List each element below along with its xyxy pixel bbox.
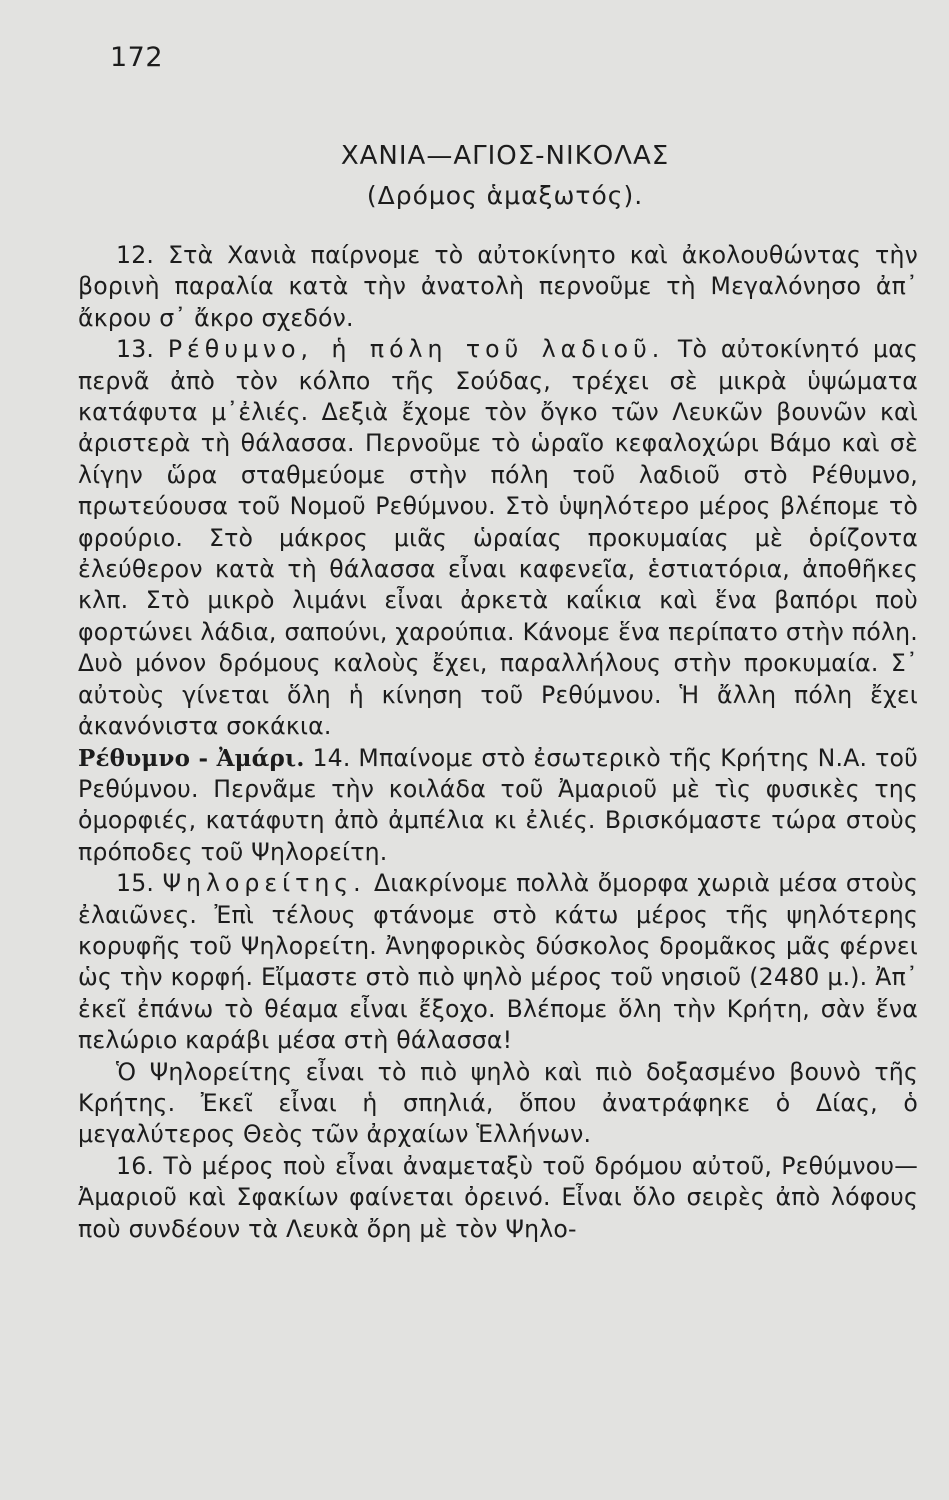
paragraph-13-number: 13. xyxy=(116,335,155,364)
page-number: 172 xyxy=(110,42,164,73)
paragraph-15-heading: Ψηλορείτης. xyxy=(162,869,366,898)
paragraph-15-text: Διακρίνομε πολλὰ ὄμορφα χωριὰ μέσα στοὺς ἐλαιῶνες. Ἐπὶ τέλους φτάνομε στὸ κάτω μέρος τῆς ψηλότερης κορυφῆς τοῦ Ψηλορείτη. Ἀνηφορικὸς δύσκολος δρομᾶκος μᾶς φέρνει ὡς τὴν κορφή. Εἴμαστε στὸ πιὸ ψηλὸ μέρος τοῦ νησιοῦ (2480 μ.). Ἀπ᾿ ἐκεῖ ἐπάνω τὸ θέαμα εἶναι ἔξοχο. Βλέπομε ὅλη τὴν Κρήτη, σὰν ἕνα πελώριο καράβι μέσα στὴ θάλασσα! xyxy=(78,869,919,1055)
paragraph-14-heading: Ρέθυμνο - Ἀμάρι. xyxy=(78,744,305,772)
paragraph-15-number: 15. xyxy=(116,869,155,898)
paragraph-12-text: 12. Στὰ Χανιὰ παίρνομε τὸ αὐτοκίνητο καὶ ἀκολουθώντας τὴν βορινὴ παραλία κατὰ τὴν ἀνατολὴ περνοῦμε τὴ Μεγαλόνησο ἀπ᾿ ἄκρου σ᾿ ἄκρο σχεδόν. xyxy=(78,241,918,332)
body-text xyxy=(78,240,918,1245)
page-subtitle: (Δρόμος ἁμαξωτός). xyxy=(366,181,644,210)
paragraph-14 xyxy=(78,743,918,869)
paragraph-16-text: 16. Τὸ μέρος ποὺ εἶναι ἀναμεταξὺ τοῦ δρόμου αὐτοῦ, Ρεθύμνου—Ἀμαριοῦ καὶ Σφακίων φαίνεται ὀρεινό. Εἶναι ὅλο σειρὲς ἀπὸ λόφους ποὺ συνδέουν τὰ Λευκὰ ὄρη μὲ τὸν Ψηλο- xyxy=(78,1151,918,1243)
page-title: ΧΑΝΙΑ—ΑΓΙΟΣ-ΝΙΚΟΛΑΣ xyxy=(340,141,670,171)
paragraph-15b-text: Ὁ Ψηλορείτης εἶναι τὸ πιὸ ψηλὸ καὶ πιὸ δοξασμένο βουνὸ τῆς Κρήτης. Ἐκεῖ εἶναι ἡ σπηλιά, ὅπου ἀνατράφηκε ὁ Δίας, ὁ μεγαλύτερος Θεὸς τῶν ἀρχαίων Ἑλλήνων. xyxy=(78,1057,918,1149)
title-block xyxy=(80,138,930,214)
paragraph-13-heading: Ρέθυμνο, ἡ πόλη τοῦ λαδιοῦ. xyxy=(167,335,665,364)
paragraph-12 xyxy=(78,240,918,334)
paragraph-14-text: 14. Μπαίνομε στὸ ἐσωτερικὸ τῆς Κρήτης Ν.Α. τοῦ Ρεθύμνου. Περνᾶμε τὴν κοιλάδα τοῦ Ἀμαριοῦ μὲ τὶς φυσικὲς της ὀμορφιές, κατάφυτη ἀπὸ ἀμπέλια κι ἐλιές. Βρισκόμαστε τώρα στοὺς πρόποδες τοῦ Ψηλορείτη. xyxy=(78,743,918,866)
paragraph-13 xyxy=(78,334,918,742)
paragraph-15b xyxy=(78,1057,918,1151)
paragraph-13-text: Τὸ αὐτοκίνητό μας περνᾶ ἀπὸ τὸν κόλπο τῆς Σούδας, τρέχει σὲ μικρὰ ὑψώματα κατάφυτα μ᾿ἐλιές. Δεξιὰ ἔχομε τὸν ὄγκο τῶν Λευκῶν βουνῶν καὶ ἀριστερὰ τὴ θάλασσα. Περνοῦμε τὸ ὡραῖο κεφαλοχώρι Βάμο καὶ σὲ λίγην ὥρα σταθμεύομε στὴν πόλη τοῦ λαδιοῦ στὸ Ρέθυμνο, πρωτεύουσα τοῦ Νομοῦ Ρεθύμνου. Στὸ ὑψηλότερο μέρος βλέπομε τὸ φρούριο. Στὸ μάκρος μιᾶς ὡραίας προκυμαίας μὲ ὁρίζοντα ἐλεύθερον κατὰ τὴ θάλασσα εἶναι καφενεῖα, ἑστιατόρια, ἀποθῆκες κλπ. Στὸ μικρὸ λιμάνι εἶναι ἀρκετὰ καΐκια καὶ ἕνα βαπόρι ποὺ φορτώνει λάδια, σαπούνι, χαρούπια. Κάνομε ἕνα περίπατο στὴν πόλη. Δυὸ μόνον δρόμους καλοὺς ἔχει, παραλλήλους στὴν προκυμαία. Σ᾿ αὐτοὺς γίνεται ὅλη ἡ κίνηση τοῦ Ρεθύμνου. Ἡ ἄλλη πόλη ἔχει ἀκανόνιστα σοκάκια. xyxy=(78,335,919,741)
paragraph-16 xyxy=(78,1151,918,1245)
paragraph-15 xyxy=(78,868,918,1056)
